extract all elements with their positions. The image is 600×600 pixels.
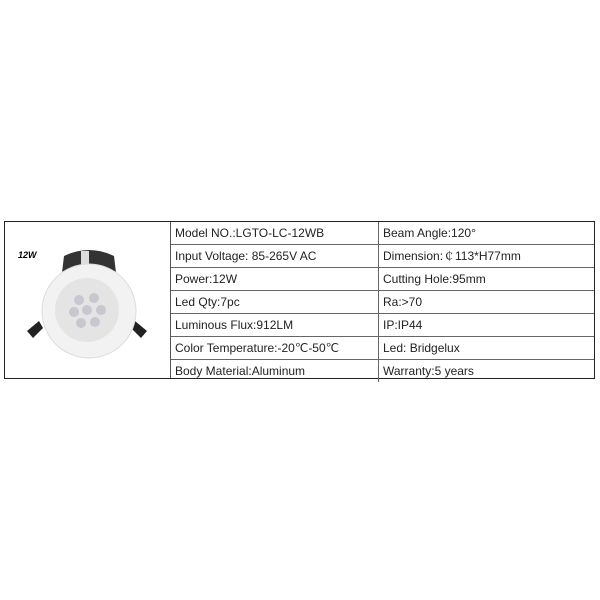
downlight-image: [19, 236, 159, 366]
spec-cell: Cutting Hole:95mm: [379, 268, 595, 291]
spec-cell: Luminous Flux:912LM: [171, 314, 379, 337]
table-row: [171, 314, 594, 337]
spec-cell: Led Qty:7pc: [171, 291, 379, 314]
table-row: [171, 222, 594, 245]
spec-cell: IP:IP44: [379, 314, 595, 337]
spec-cell: Beam Angle:120°: [379, 222, 595, 245]
spec-cell: Model NO.:LGTO-LC-12WB: [171, 222, 379, 245]
table-row: [171, 291, 594, 314]
table-row: [171, 360, 594, 383]
spec-cell: Input Voltage: 85-265V AC: [171, 245, 379, 268]
spec-cell: Led: Bridgelux: [379, 337, 595, 360]
spec-table: [171, 222, 594, 382]
product-image-cell: [5, 222, 171, 378]
spec-cell: Power:12W: [171, 268, 379, 291]
spec-table-container: [4, 221, 595, 379]
spec-cell: Color Temperature:-20℃-50℃: [171, 337, 379, 360]
table-row: [171, 245, 594, 268]
spec-cell: Ra:>70: [379, 291, 595, 314]
table-row: [171, 337, 594, 360]
wattage-label: 12W: [18, 250, 37, 260]
spec-cell: Warranty:5 years: [379, 360, 595, 383]
table-row: [171, 268, 594, 291]
spec-cell: Dimension:￠113*H77mm: [379, 245, 595, 268]
spec-cell: Body Material:Aluminum: [171, 360, 379, 383]
